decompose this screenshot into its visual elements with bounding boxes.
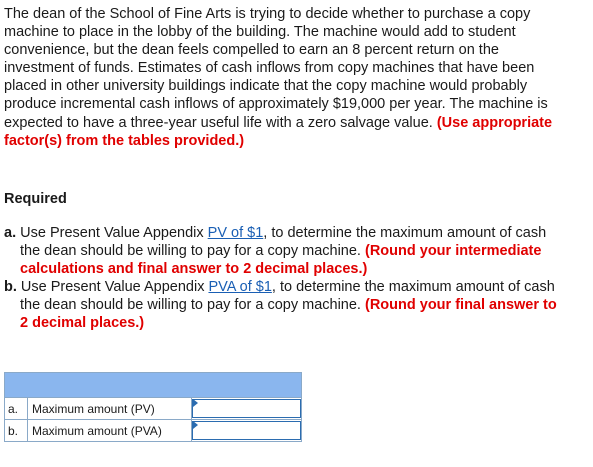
- answer-table-header: [5, 373, 302, 398]
- row-b-label: Maximum amount (PVA): [28, 420, 192, 442]
- problem-instruction: (Use appropriate factor(s) from the tables provided.): [4, 114, 553, 149]
- part-b-text-after: , to determine the maximum amount of cash the dean should be willing to pay for a copy machine.: [20, 279, 555, 314]
- input-marker-icon: [193, 421, 198, 429]
- part-b-text-before: Use Present Value Appendix: [20, 279, 205, 296]
- maximum-amount-pva-input[interactable]: [192, 421, 301, 440]
- maximum-amount-pv-input[interactable]: [192, 399, 301, 418]
- part-b-instruction: (Round your final answer to 2 decimal places.): [20, 297, 557, 332]
- row-a-label: Maximum amount (PV): [28, 398, 192, 420]
- part-a-letter: a.: [4, 225, 17, 241]
- input-marker-icon: [193, 399, 198, 407]
- row-a-input-cell: [192, 398, 302, 420]
- table-row: [5, 420, 302, 442]
- part-b: [4, 278, 564, 332]
- problem-text: The dean of the School of Fine Arts is trying to decide whether to purchase a copy machine to place in the lobby of the building. The machine would add to student convenience, but the dean feels compelled to earn an 8 percent return on the investment of funds. Estimates of cash inflows from copy machines that have been placed in other university buildings indicate that the copy machine would probably produce incremental cash inflows of approximately $19,000 per year. The machine is expected to have a three-year useful life with a zero salvage value.: [4, 6, 548, 131]
- row-a-letter: a.: [5, 398, 28, 420]
- required-parts: [4, 224, 564, 333]
- part-a: [4, 224, 564, 278]
- table-row: [5, 398, 302, 420]
- part-a-text-before: Use Present Value Appendix: [20, 225, 204, 241]
- row-b-letter: b.: [5, 420, 28, 442]
- problem-statement: [4, 5, 564, 150]
- required-heading: Required: [4, 191, 67, 207]
- part-a-instruction: (Round your intermediate calculations and final answer to 2 decimal places.): [20, 243, 542, 278]
- answer-table: [4, 372, 302, 442]
- part-b-letter: b.: [4, 279, 17, 296]
- part-a-text-after: , to determine the maximum amount of cash the dean should be willing to pay for a copy machine.: [20, 225, 547, 260]
- pv-of-1-link[interactable]: PV of $1: [207, 225, 264, 241]
- row-b-input-cell: [192, 420, 302, 442]
- answer-table-header-cell: [5, 373, 302, 398]
- pva-of-1-link[interactable]: PVA of $1: [208, 279, 272, 296]
